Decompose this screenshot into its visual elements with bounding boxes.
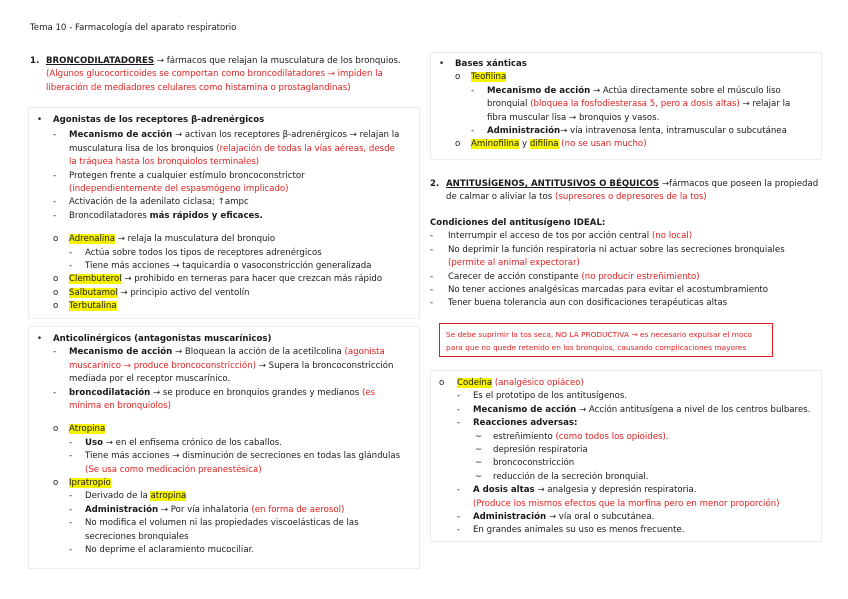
- text: Protegen frente a cualquier estímulo broncoconstrictor: [69, 170, 305, 181]
- label: Reacciones adversas:: [473, 418, 578, 429]
- box-title: Agonistas de los receptores β-adrenérgicos: [53, 115, 265, 125]
- section-antitusigenos: [430, 178, 825, 205]
- text: → vía intravenosa lenta, intramuscular o subcutánea: [560, 126, 787, 137]
- warning-line: Se debe suprimir la tos seca, NO LA PRODUCTIVA → es necesario expulsar el moco: [446, 330, 753, 339]
- text: → prohibido en terneras para hacer que crezcan más rápido: [121, 274, 383, 285]
- dash: -: [53, 347, 57, 358]
- dash: -: [53, 387, 57, 398]
- bullet: •: [439, 59, 445, 69]
- tilde: ~: [475, 458, 483, 469]
- label: Administración: [85, 504, 159, 515]
- text: mediada por el receptor muscarínico.: [69, 374, 231, 385]
- dash: -: [457, 512, 461, 523]
- drug-adrenalina: Adrenalina: [69, 234, 116, 245]
- section-definition: → fármacos que relajan la musculatura de los bronquios.: [154, 56, 401, 66]
- text: No deprimir la función respiratoria ni actuar sobre las secreciones bronquiales: [448, 244, 785, 255]
- text: → Bloquean la acción de la acetilcolina: [172, 347, 345, 358]
- dash: -: [69, 451, 73, 462]
- dash: -: [69, 545, 73, 556]
- page-title: Tema 10 - Farmacología del aparato respiratorio: [30, 23, 237, 33]
- note: (agonista: [344, 347, 385, 358]
- dash: -: [53, 170, 57, 181]
- text: Tiene más acciones → disminución de secreciones en todas las glándulas: [85, 451, 401, 462]
- note: (es: [361, 387, 376, 398]
- dash: -: [69, 518, 73, 529]
- note: la tráquea hasta los bronquiolos terminales): [69, 157, 260, 168]
- dash: -: [471, 85, 475, 96]
- label: Administración: [487, 126, 561, 137]
- text: → en el enfisema crónico de los caballos.: [103, 437, 282, 448]
- bullet: o: [53, 424, 59, 435]
- text: Activación de la adenilato ciclasa; ↑ampc: [69, 197, 249, 208]
- drug-codeina: Codeína: [457, 378, 493, 388]
- dash: -: [457, 404, 461, 415]
- xanthine-bases-box: [430, 52, 822, 160]
- note: (en forma de aerosol): [251, 504, 345, 515]
- warning-box: [439, 323, 773, 357]
- text: → vía oral o subcutánea.: [546, 512, 655, 523]
- dash: -: [69, 504, 73, 515]
- mechanism-label: Mecanismo de acción: [487, 85, 591, 96]
- dash: -: [457, 525, 461, 536]
- label: Uso: [85, 437, 103, 448]
- ideal-conditions: [430, 217, 830, 311]
- text: depresión respiratoria: [493, 445, 588, 456]
- note: (como todos los opioides).: [555, 431, 669, 442]
- label: A dosis altas: [473, 485, 535, 496]
- text: Interrumpir el acceso de tos por acción central: [448, 231, 652, 242]
- note: (permite al animal expectorar): [448, 258, 580, 269]
- dash: -: [53, 130, 57, 141]
- mechanism-label: Mecanismo de acción: [69, 130, 173, 141]
- note: (Se usa como medicación preanestésica): [85, 464, 262, 475]
- text: musculatura lisa de los bronquios: [69, 143, 217, 154]
- section-note-line: liberación de mediadores celulares como histamina o prostaglandinas): [46, 82, 351, 93]
- section-number: 1.: [30, 56, 40, 66]
- text: → Supera la broncoconstricción: [255, 360, 394, 371]
- text: → relaja la musculatura del bronquio: [115, 234, 276, 245]
- text: Tener buena tolerancia aun con dosificaciones terapéuticas altas: [448, 298, 728, 309]
- text: de calmar o aliviar la tos: [446, 192, 556, 203]
- bullet: o: [455, 72, 461, 83]
- warning-line: para que no quede retenido en los bronquios, causando complicaciones mayores: [446, 343, 747, 352]
- text: No tener acciones analgésicas marcadas para evitar el acostumbramiento: [448, 285, 769, 296]
- dash: -: [430, 231, 434, 242]
- box-title: Anticolinérgicos (antagonistas muscarínicos): [53, 334, 272, 344]
- drug-ipratropio: Ipratropio: [69, 478, 111, 489]
- text: bronquial: [487, 99, 531, 110]
- drug-terbutalina: Terbutalina: [69, 301, 117, 312]
- note: (Produce los mismos efectos que la morfina pero en menor proporción): [473, 498, 780, 509]
- section-note-line: (Algunos glucocorticoides se comportan como broncodilatadores → impiden la: [46, 69, 383, 80]
- note: muscarínico → produce broncoconstricción): [69, 360, 256, 371]
- bullet: o: [455, 139, 461, 150]
- bullet: o: [53, 234, 59, 245]
- bullet: o: [53, 287, 59, 298]
- bullet: •: [37, 334, 43, 344]
- note: (no local): [651, 231, 693, 242]
- drug-aminofilina: Aminofilina: [471, 139, 520, 150]
- section-broncodilatadores: [30, 55, 420, 95]
- codeina-box: [430, 370, 822, 542]
- text: broncoconstricción: [493, 458, 575, 469]
- dash: -: [430, 271, 434, 282]
- dash: -: [471, 126, 475, 137]
- text: más rápidos y eficaces.: [149, 210, 263, 221]
- note: (independientemente del espasmógeno implicado): [69, 184, 289, 195]
- drug-teofilina: Teofilina: [471, 72, 507, 83]
- text: Actúa sobre todos los tipos de receptores adrenérgicos: [85, 247, 322, 258]
- label: broncodilatación: [69, 387, 151, 398]
- text: fibra muscular lisa → bronquios y vasos.: [487, 112, 660, 123]
- bullet: o: [439, 378, 445, 388]
- note: (relajación de todas la vías aéreas, desde: [216, 143, 395, 154]
- drug-clembuterol: Clembuterol: [69, 274, 122, 285]
- dash: -: [53, 197, 57, 208]
- text: → Por vía inhalatoria: [158, 504, 252, 515]
- section-title: BRONCODILATADORES: [46, 56, 155, 66]
- text: → se produce en bronquios grandes y medianos: [150, 387, 362, 398]
- tilde: ~: [475, 445, 483, 456]
- note: (bloquea la fosfodiesterasa 5, pero a dosis altas): [530, 99, 740, 110]
- text: Carecer de acción constipante: [448, 271, 582, 282]
- dash: -: [69, 437, 73, 448]
- mechanism-label: Mecanismo de acción: [473, 404, 577, 415]
- text: reducción de la secreción bronquial.: [493, 471, 649, 482]
- dash: -: [430, 298, 434, 309]
- text: secreciones bronquiales: [85, 531, 189, 542]
- tilde: ~: [475, 471, 483, 482]
- dash: -: [53, 210, 57, 221]
- section-number: 2.: [430, 179, 440, 189]
- box-title: Bases xánticas: [455, 59, 527, 69]
- text: Es el prototipo de los antitusígenos.: [473, 391, 628, 402]
- dash: -: [457, 418, 461, 429]
- highlight: atropina: [150, 491, 187, 502]
- text: → principio activo del ventolín: [117, 287, 250, 298]
- bullet: o: [53, 274, 59, 285]
- text: → relajar la: [739, 99, 791, 110]
- text: En grandes animales su uso es menos frecuente.: [473, 525, 685, 536]
- bullet: o: [53, 478, 59, 489]
- dash: -: [457, 391, 461, 402]
- bullet: •: [37, 115, 43, 125]
- text: Derivado de la: [85, 491, 151, 502]
- text: estreñimiento: [493, 431, 556, 442]
- text: y: [519, 139, 530, 150]
- conditions-title: Condiciones del antitusígeno IDEAL:: [430, 218, 606, 228]
- text: → Acción antitusígena a nivel de los centros bulbares.: [576, 404, 811, 415]
- drug-difilina: difilina: [529, 139, 559, 150]
- section-definition: →fármacos que poseen la propiedad: [659, 179, 819, 189]
- text: Tiene más acciones → taquicardia o vasoconstricción generalizada: [85, 261, 372, 272]
- dash: -: [430, 244, 434, 255]
- note: mínima en bronquiolos): [69, 401, 171, 412]
- note: (no se usan mucho): [558, 139, 647, 150]
- text: No modifica el volumen ni las propiedades viscoelásticas de las: [85, 518, 359, 529]
- text: No deprime el aclaramiento mucociliar.: [85, 545, 255, 556]
- dash: -: [430, 285, 434, 296]
- label: Administración: [473, 512, 547, 523]
- drug-atropina: Atropina: [69, 424, 106, 435]
- tilde: ~: [475, 431, 483, 442]
- note: (supresores o depresores de la tos): [555, 192, 707, 203]
- drug-salbutamol: Salbutamol: [69, 287, 118, 298]
- text: → activan los receptores β-adrenérgicos → relajan la: [172, 130, 400, 141]
- dash: -: [69, 491, 73, 502]
- text: → analgesia y depresión respiratoria.: [534, 485, 697, 496]
- section-title: ANTITUSÍGENOS, ANTITUSIVOS O BÉQUICOS: [446, 179, 660, 189]
- dash: -: [69, 247, 73, 258]
- mechanism-label: Mecanismo de acción: [69, 347, 173, 358]
- dash: -: [457, 485, 461, 496]
- dash: -: [69, 261, 73, 272]
- bullet: o: [53, 301, 59, 312]
- note: (no producir estreñimiento): [581, 271, 700, 282]
- text: → Actúa directamente sobre el músculo liso: [590, 85, 781, 96]
- note: (analgésico opiáceo): [492, 378, 584, 388]
- text: Broncodilatadores: [69, 210, 150, 221]
- beta-agonists-box: [28, 107, 420, 319]
- anticholinergics-box: [28, 326, 420, 569]
